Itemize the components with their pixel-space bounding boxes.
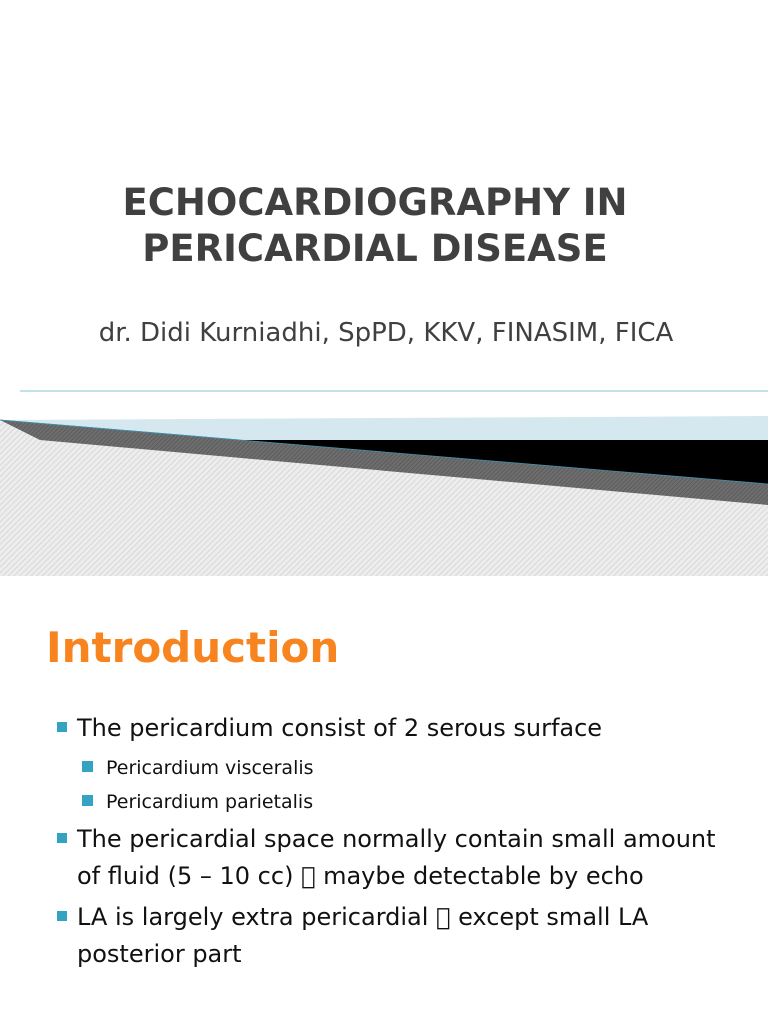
sub-bullet-item	[56, 785, 736, 819]
bullet-item	[56, 821, 736, 895]
bullet-list	[56, 710, 736, 977]
sub-bullet-item	[56, 751, 736, 785]
slide-title-line2: PERICARDIAL DISEASE	[142, 227, 608, 270]
bullet-square-icon	[82, 761, 93, 772]
bullet-square-icon	[57, 911, 67, 921]
bullet-text: The pericardial space normally contain small amount of fluid (5 – 10 cc) maybe detectable by echo	[77, 825, 716, 890]
bullet-square-icon	[57, 833, 67, 843]
sub-bullet-text: Pericardium visceralis	[106, 757, 314, 779]
slide-heading: Introduction	[46, 623, 340, 672]
sub-bullet-text: Pericardium parietalis	[106, 791, 314, 813]
bullet-text: LA is largely extra pericardial except small LA posterior part	[77, 903, 627, 968]
bullet-item	[56, 899, 736, 973]
decorative-wedge-graphic	[0, 380, 768, 576]
bullet-square-icon	[57, 722, 67, 732]
slide-title-line1: ECHOCARDIOGRAPHY IN	[122, 181, 628, 224]
introduction-slide	[0, 576, 768, 1024]
bullet-item	[56, 710, 736, 747]
slide-title	[0, 180, 750, 272]
bullet-text: The pericardium consist of 2 serous surface	[77, 714, 603, 742]
bullet-square-icon	[82, 795, 93, 806]
slide-subtitle: dr. Didi Kurniadhi, SpPD, KKV, FINASIM, FICA	[98, 318, 674, 348]
